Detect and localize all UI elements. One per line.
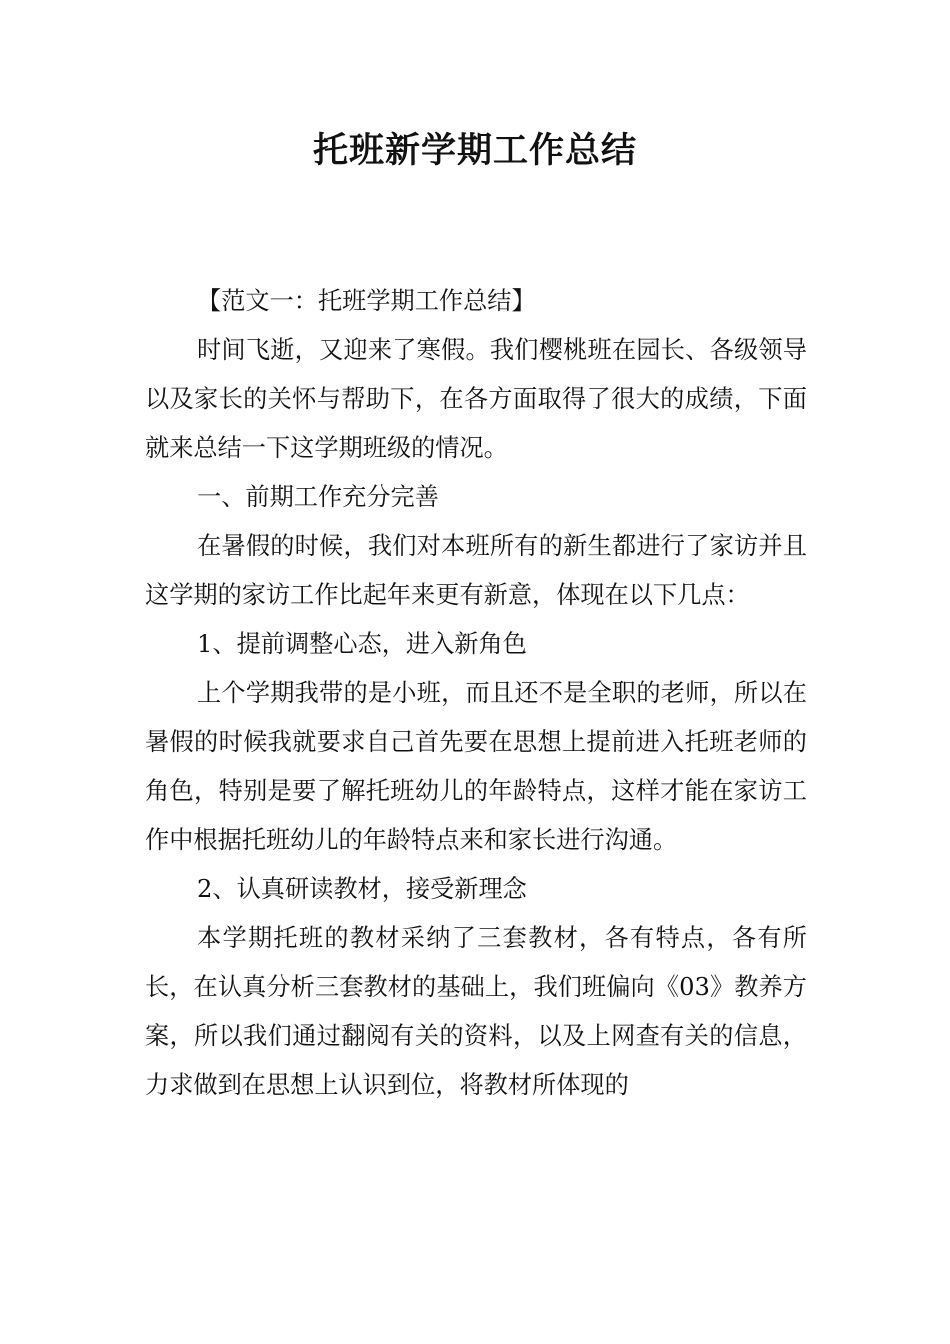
document-body — [145, 277, 807, 1110]
subheading: 一、前期工作充分完善 — [197, 483, 439, 511]
body-paragraph: 本学期托班的教材采纳了三套教材，各有特点，各有所长，在认真分析三套教材的基础上，我们班偏向《03》教养方案，所以我们通过翻阅有关的资料，以及上网查有关的信息，力求做到在思想上认识到位，将教材所体现的 — [145, 924, 807, 1099]
body-paragraph: 在暑假的时候，我们对本班所有的新生都进行了家访并且这学期的家访工作比起年来更有新意，体现在以下几点： — [145, 532, 807, 609]
subheading: 2、认真研读教材，接受新理念 — [197, 875, 527, 903]
document-title: 托班新学期工作总结 — [312, 131, 637, 171]
section-label: 【范文一：托班学期工作总结】 — [197, 287, 536, 315]
body-paragraph: 上个学期我带的是小班，而且还不是全职的老师，所以在暑假的时候我就要求自己首先要在思想上提前进入托班老师的角色，特别是要了解托班幼儿的年龄特点，这样才能在家访工作中根据托班幼儿的年龄特点来和家长进行沟通。 — [145, 679, 807, 854]
subheading: 1、提前调整心态，进入新角色 — [197, 630, 527, 658]
body-paragraph: 时间飞逝，又迎来了寒假。我们樱桃班在园长、各级领导以及家长的关怀与帮助下，在各方面取得了很大的成绩，下面就来总结一下这学期班级的情况。 — [145, 336, 807, 462]
